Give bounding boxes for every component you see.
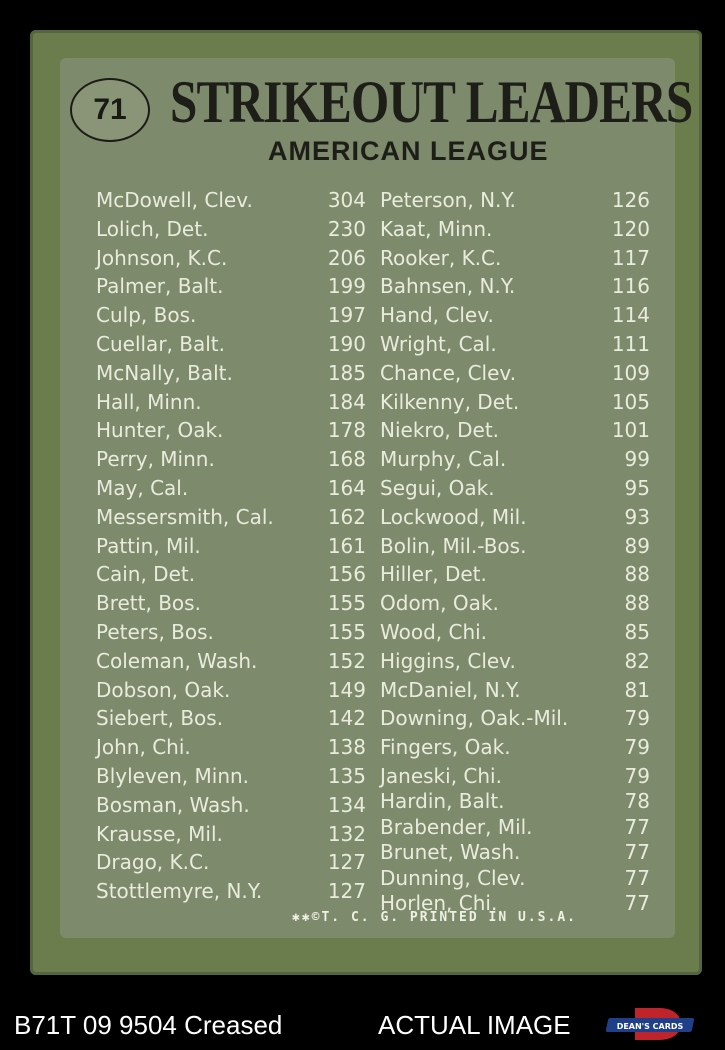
player-name: Murphy, Cal.	[380, 447, 507, 472]
player-name: Dunning, Clev.	[380, 865, 526, 890]
player-name: Culp, Bos.	[96, 303, 197, 328]
leader-row	[96, 390, 386, 419]
strikeout-count: 120	[611, 216, 650, 241]
player-name: Kilkenny, Det.	[380, 389, 520, 414]
strikeout-count: 81	[624, 677, 650, 702]
leader-row	[380, 591, 670, 620]
strikeout-count: 79	[624, 735, 650, 760]
leader-row	[96, 246, 386, 275]
leader-row	[96, 822, 386, 851]
strikeout-count: 77	[624, 890, 650, 915]
left-leader-list	[96, 188, 386, 908]
strikeout-count: 111	[611, 331, 650, 356]
leader-row	[380, 246, 670, 275]
leader-row	[380, 303, 670, 332]
player-name: Johnson, K.C.	[96, 245, 228, 270]
strikeout-count: 178	[327, 418, 366, 443]
leader-row	[380, 562, 670, 591]
leader-row	[380, 476, 670, 505]
strikeout-count: 89	[624, 533, 650, 558]
player-name: Hunter, Oak.	[96, 418, 224, 443]
strikeout-count: 185	[327, 360, 366, 385]
strikeout-count: 88	[624, 562, 650, 587]
strikeout-count: 199	[327, 274, 366, 299]
leader-row	[96, 735, 386, 764]
player-name: Brunet, Wash.	[380, 840, 521, 865]
leader-row	[380, 361, 670, 390]
card-subtitle: AMERICAN LEAGUE	[268, 136, 549, 166]
leader-row	[96, 361, 386, 390]
leader-row	[380, 649, 670, 678]
player-name: Hand, Clev.	[380, 303, 494, 328]
strikeout-count: 152	[327, 648, 366, 673]
leader-row	[380, 274, 670, 303]
leader-row	[96, 764, 386, 793]
copyright-footer: ✱✱©T. C. G. PRINTED IN U.S.A.	[292, 910, 577, 925]
player-name: Krausse, Mil.	[96, 821, 223, 846]
strikeout-count: 162	[327, 504, 366, 529]
leader-row	[380, 217, 670, 246]
player-name: Horlen, Chi.	[380, 890, 498, 915]
leader-row	[96, 562, 386, 591]
strikeout-count: 155	[327, 591, 366, 616]
leader-row	[380, 735, 670, 764]
strikeout-count: 138	[327, 735, 366, 760]
leader-row	[96, 850, 386, 879]
leader-row	[96, 534, 386, 563]
strikeout-count: 197	[327, 303, 366, 328]
strikeout-count: 77	[624, 865, 650, 890]
player-name: Chance, Clev.	[380, 360, 517, 385]
strikeout-count: 132	[327, 821, 366, 846]
leader-row	[96, 217, 386, 246]
strikeout-count: 95	[624, 475, 650, 500]
strikeout-count: 127	[327, 879, 366, 904]
player-name: Lockwood, Mil.	[380, 504, 527, 529]
strikeout-count: 134	[327, 792, 366, 817]
player-name: John, Chi.	[96, 735, 191, 760]
leader-row	[96, 879, 386, 908]
player-name: Stottlemyre, N.Y.	[96, 879, 263, 904]
strikeout-count: 155	[327, 619, 366, 644]
player-name: Wright, Cal.	[380, 331, 497, 356]
leader-row	[96, 274, 386, 303]
player-name: Rooker, K.C.	[380, 245, 502, 270]
leader-row	[380, 447, 670, 476]
leader-row	[96, 505, 386, 534]
strikeout-count: 82	[624, 648, 650, 673]
player-name: Siebert, Bos.	[96, 706, 224, 731]
strikeout-count: 117	[611, 245, 650, 270]
player-name: Kaat, Minn.	[380, 216, 493, 241]
strikeout-count: 116	[611, 274, 650, 299]
player-name: Dobson, Oak.	[96, 677, 231, 702]
strikeout-count: 126	[611, 188, 650, 212]
card-grade-caption: B71T 09 9504 Creased	[14, 1010, 283, 1040]
leader-row	[96, 649, 386, 678]
player-name: McNally, Balt.	[96, 360, 233, 385]
player-name: Bolin, Mil.-Bos.	[380, 533, 527, 558]
leader-row	[96, 620, 386, 649]
player-name: Messersmith, Cal.	[96, 504, 274, 529]
actual-image-caption: ACTUAL IMAGE	[378, 1010, 571, 1040]
player-name: May, Cal.	[96, 475, 189, 500]
player-name: Hiller, Det.	[380, 562, 487, 587]
leader-row	[96, 706, 386, 735]
player-name: Pattin, Mil.	[96, 533, 201, 558]
player-name: Bosman, Wash.	[96, 792, 250, 817]
leader-row	[380, 706, 670, 735]
player-name: Higgins, Clev.	[380, 648, 516, 673]
card-title: STRIKEOUT LEADERS	[170, 69, 693, 135]
strikeout-count: 230	[327, 216, 366, 241]
player-name: Coleman, Wash.	[96, 648, 258, 673]
leader-row	[380, 764, 670, 789]
player-name: Brett, Bos.	[96, 591, 201, 616]
player-name: McDowell, Clev.	[96, 188, 253, 212]
player-name: Bahnsen, N.Y.	[380, 274, 516, 299]
player-name: Palmer, Balt.	[96, 274, 224, 299]
leader-row	[96, 418, 386, 447]
player-name: Niekro, Det.	[380, 418, 500, 443]
leader-row	[380, 505, 670, 534]
player-name: Downing, Oak.-Mil.	[380, 706, 569, 731]
leader-row	[96, 188, 386, 217]
leader-row	[380, 866, 670, 891]
strikeout-count: 184	[327, 389, 366, 414]
strikeout-count: 78	[624, 789, 650, 814]
leader-row	[96, 447, 386, 476]
player-name: Drago, K.C.	[96, 850, 210, 875]
leader-row	[380, 789, 670, 814]
leader-row	[96, 793, 386, 822]
strikeout-count: 149	[327, 677, 366, 702]
strikeout-count: 304	[327, 188, 366, 212]
leader-row	[380, 418, 670, 447]
strikeout-count: 142	[327, 706, 366, 731]
leader-row	[96, 591, 386, 620]
leader-row	[96, 678, 386, 707]
player-name: Hardin, Balt.	[380, 789, 505, 814]
player-name: Blyleven, Minn.	[96, 763, 250, 788]
player-name: Wood, Chi.	[380, 619, 488, 644]
leader-row	[380, 534, 670, 563]
player-name: Lolich, Det.	[96, 216, 209, 241]
strikeout-count: 168	[327, 447, 366, 472]
logo-text: DEAN'S CARDS	[616, 1022, 684, 1031]
player-name: Cain, Det.	[96, 562, 196, 587]
strikeout-count: 88	[624, 591, 650, 616]
leader-row	[380, 678, 670, 707]
strikeout-count: 99	[624, 447, 650, 472]
strikeout-count: 156	[327, 562, 366, 587]
deans-cards-logo	[605, 1006, 695, 1042]
strikeout-count: 79	[624, 706, 650, 731]
player-name: Odom, Oak.	[380, 591, 499, 616]
leader-row	[380, 332, 670, 361]
player-name: McDaniel, N.Y.	[380, 677, 521, 702]
leader-row	[380, 620, 670, 649]
strikeout-count: 77	[624, 840, 650, 865]
strikeout-count: 109	[611, 360, 650, 385]
leader-row	[96, 303, 386, 332]
strikeout-count: 77	[624, 814, 650, 839]
leader-row	[380, 188, 670, 217]
strikeout-count: 190	[327, 331, 366, 356]
card-number: 71	[70, 78, 150, 142]
strikeout-count: 127	[327, 850, 366, 875]
player-name: Brabender, Mil.	[380, 814, 533, 839]
strikeout-count: 161	[327, 533, 366, 558]
player-name: Peterson, N.Y.	[380, 188, 516, 212]
player-name: Peters, Bos.	[96, 619, 214, 644]
player-name: Cuellar, Balt.	[96, 331, 225, 356]
strikeout-count: 101	[611, 418, 650, 443]
player-name: Segui, Oak.	[380, 475, 495, 500]
strikeout-count: 114	[611, 303, 650, 328]
right-leader-list	[380, 188, 670, 916]
player-name: Fingers, Oak.	[380, 735, 511, 760]
leader-row	[380, 390, 670, 419]
strikeout-count: 85	[624, 619, 650, 644]
leader-row	[380, 840, 670, 865]
leader-row	[380, 815, 670, 840]
player-name: Perry, Minn.	[96, 447, 215, 472]
strikeout-count: 93	[624, 504, 650, 529]
player-name: Hall, Minn.	[96, 389, 202, 414]
strikeout-count: 164	[327, 475, 366, 500]
strikeout-count: 135	[327, 763, 366, 788]
leader-row	[96, 476, 386, 505]
player-name: Janeski, Chi.	[380, 763, 502, 788]
strikeout-count: 79	[624, 763, 650, 788]
strikeout-count: 206	[327, 245, 366, 270]
leader-row	[96, 332, 386, 361]
strikeout-count: 105	[611, 389, 650, 414]
